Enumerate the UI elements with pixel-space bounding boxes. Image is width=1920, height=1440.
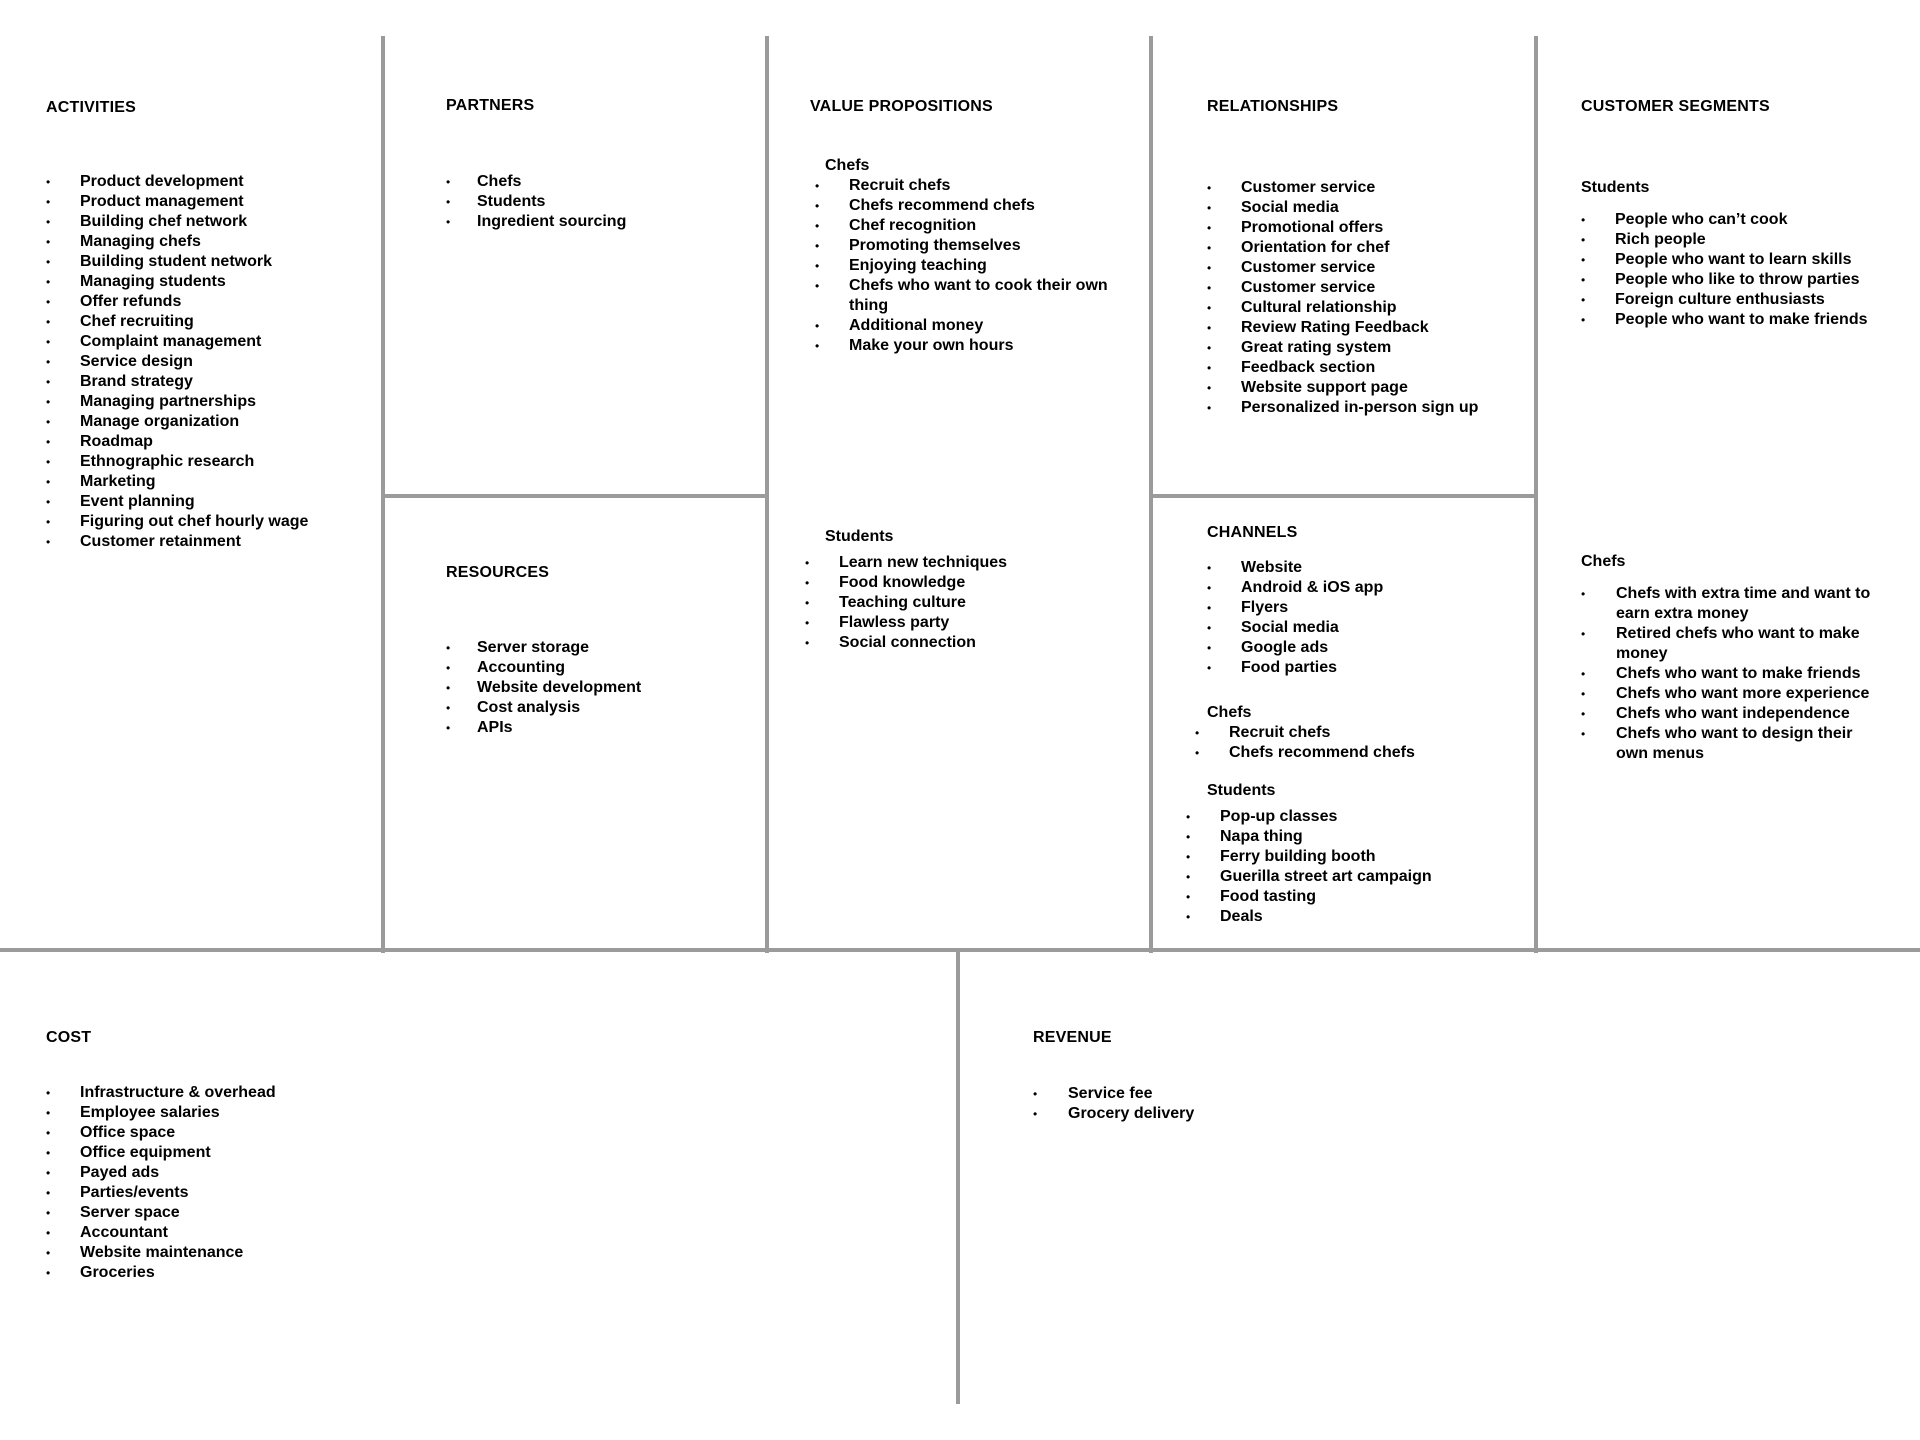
list-item: • Chefs recommend chefs (815, 196, 1131, 216)
value-students-list (805, 553, 1135, 653)
list-item: • Chefs who want more experience (1581, 684, 1886, 704)
list-item: • Chefs (446, 172, 756, 192)
list-item: • Accounting (446, 658, 756, 678)
list-item: • Food knowledge (805, 573, 1135, 593)
list-item: • Customer service (1207, 278, 1527, 298)
list-item: • Service fee (1033, 1084, 1338, 1104)
list-item: • Rich people (1581, 230, 1911, 250)
list-item: • Figuring out chef hourly wage (46, 512, 376, 532)
list-item: • Chefs who want to make friends (1581, 664, 1886, 684)
list-item: • Food parties (1207, 658, 1527, 678)
segments-students-list (1581, 210, 1911, 330)
list-item: • Ferry building booth (1186, 847, 1526, 867)
list-item: • APIs (446, 718, 756, 738)
list-item: • Roadmap (46, 432, 376, 452)
value-propositions-title: VALUE PROPOSITIONS (810, 98, 993, 115)
list-item: • Chefs who want to design their own menus (1581, 724, 1886, 764)
list-item: • Website support page (1207, 378, 1527, 398)
customer-segments-title: CUSTOMER SEGMENTS (1581, 98, 1770, 115)
partners-title: PARTNERS (446, 97, 535, 114)
list-item: • Promoting themselves (815, 236, 1131, 256)
list-item: • Enjoying teaching (815, 256, 1131, 276)
cost-title: COST (46, 1029, 92, 1046)
list-item: • Feedback section (1207, 358, 1527, 378)
list-item: • Managing students (46, 272, 376, 292)
list-item: • Flawless party (805, 613, 1135, 633)
cost-section (46, 1028, 546, 1283)
customer-segments-section (1581, 97, 1911, 117)
list-item: • People who like to throw parties (1581, 270, 1911, 290)
list-item: • Office equipment (46, 1143, 546, 1163)
list-item: • Server space (46, 1203, 546, 1223)
value-students-label: Students (825, 528, 894, 545)
list-item: • Chef recognition (815, 216, 1131, 236)
activities-title: ACTIVITIES (46, 99, 137, 116)
list-item: • Product management (46, 192, 376, 212)
list-item: • Android & iOS app (1207, 578, 1527, 598)
resources-title: RESOURCES (446, 564, 550, 581)
segments-students-group (1581, 178, 1911, 330)
list-item: • People who want to learn skills (1581, 250, 1911, 270)
channels-chefs-list (1195, 723, 1525, 763)
value-chefs-group (815, 156, 1145, 356)
segments-chefs-label: Chefs (1581, 553, 1626, 570)
list-item: • Event planning (46, 492, 376, 512)
list-item: • Napa thing (1186, 827, 1526, 847)
list-item: • Teaching culture (805, 593, 1135, 613)
list-item: • Flyers (1207, 598, 1527, 618)
list-item: • Employee salaries (46, 1103, 546, 1123)
list-item: • Pop-up classes (1186, 807, 1526, 827)
list-item: • Office space (46, 1123, 546, 1143)
list-item: • Building student network (46, 252, 376, 272)
value-chefs-label: Chefs (825, 157, 870, 174)
revenue-list (1033, 1084, 1533, 1124)
relationships-title: RELATIONSHIPS (1207, 98, 1339, 115)
list-item: • Guerilla street art campaign (1186, 867, 1526, 887)
channels-list (1207, 558, 1527, 678)
list-item: • Google ads (1207, 638, 1527, 658)
list-item: • Cost analysis (446, 698, 756, 718)
revenue-section (1033, 1028, 1533, 1124)
list-item: • Chefs recommend chefs (1195, 743, 1525, 763)
list-item: • Website development (446, 678, 756, 698)
channels-section (1207, 523, 1527, 678)
revenue-title: REVENUE (1033, 1029, 1112, 1046)
list-item: • Customer retainment (46, 532, 376, 552)
list-item: • Server storage (446, 638, 756, 658)
list-item: • Product development (46, 172, 376, 192)
channels-students-group (1186, 781, 1526, 927)
list-item: • Recruit chefs (815, 176, 1131, 196)
channels-students-label: Students (1207, 782, 1276, 799)
channels-chefs-group (1195, 703, 1525, 763)
segments-chefs-group (1581, 552, 1911, 764)
divider-cost-revenue (956, 950, 960, 1404)
list-item: • Orientation for chef (1207, 238, 1527, 258)
value-chefs-list (815, 176, 1145, 356)
divider-relationships-channels (1151, 494, 1534, 498)
list-item: • Grocery delivery (1033, 1104, 1338, 1124)
channels-title: CHANNELS (1207, 524, 1298, 541)
list-item: • Chefs with extra time and want to earn extra money (1581, 584, 1886, 624)
list-item: • People who can’t cook (1581, 210, 1911, 230)
list-item: • Retired chefs who want to make money (1581, 624, 1886, 664)
channels-students-list (1186, 807, 1526, 927)
divider-relationships-segments (1534, 36, 1538, 953)
list-item: • Website (1207, 558, 1527, 578)
list-item: • Manage organization (46, 412, 376, 432)
list-item: • Customer service (1207, 258, 1527, 278)
resources-section (446, 563, 756, 738)
partners-list (446, 172, 756, 232)
divider-partners-resources (383, 494, 765, 498)
list-item: • Learn new techniques (805, 553, 1135, 573)
partners-section (446, 96, 756, 232)
list-item: • Recruit chefs (1195, 723, 1525, 743)
segments-chefs-list (1581, 584, 1911, 764)
list-item: • Payed ads (46, 1163, 546, 1183)
list-item: • Chefs who want independence (1581, 704, 1886, 724)
list-item: • Promotional offers (1207, 218, 1527, 238)
channels-chefs-label: Chefs (1207, 704, 1252, 721)
list-item: • Managing chefs (46, 232, 376, 252)
list-item: • Complaint management (46, 332, 376, 352)
list-item: • Social media (1207, 618, 1527, 638)
list-item: • Great rating system (1207, 338, 1527, 358)
relationships-list (1207, 178, 1527, 418)
list-item: • Groceries (46, 1263, 546, 1283)
list-item: • People who want to make friends (1581, 310, 1911, 330)
list-item: • Infrastructure & overhead (46, 1083, 546, 1103)
relationships-section (1207, 97, 1527, 418)
segments-students-label: Students (1581, 179, 1650, 196)
list-item: • Website maintenance (46, 1243, 546, 1263)
divider-partners-value (765, 36, 769, 953)
activities-list (46, 172, 376, 552)
list-item: • Offer refunds (46, 292, 376, 312)
list-item: • Parties/events (46, 1183, 546, 1203)
activities-section (46, 98, 376, 552)
list-item: • Service design (46, 352, 376, 372)
list-item: • Students (446, 192, 756, 212)
list-item: • Social connection (805, 633, 1135, 653)
list-item: • Customer service (1207, 178, 1527, 198)
value-propositions-section (810, 97, 1140, 117)
list-item: • Additional money (815, 316, 1131, 336)
list-item: • Managing partnerships (46, 392, 376, 412)
list-item: • Chef recruiting (46, 312, 376, 332)
list-item: • Ingredient sourcing (446, 212, 756, 232)
list-item: • Marketing (46, 472, 376, 492)
list-item: • Brand strategy (46, 372, 376, 392)
list-item: • Chefs who want to cook their own thing (815, 276, 1131, 316)
list-item: • Accountant (46, 1223, 546, 1243)
list-item: • Social media (1207, 198, 1527, 218)
resources-list (446, 638, 756, 738)
list-item: • Review Rating Feedback (1207, 318, 1527, 338)
list-item: • Make your own hours (815, 336, 1131, 356)
divider-top-bottom (0, 948, 1920, 952)
value-students-group (805, 527, 1135, 653)
list-item: • Building chef network (46, 212, 376, 232)
list-item: • Foreign culture enthusiasts (1581, 290, 1911, 310)
cost-list (46, 1083, 546, 1283)
list-item: • Deals (1186, 907, 1526, 927)
list-item: • Cultural relationship (1207, 298, 1527, 318)
list-item: • Ethnographic research (46, 452, 376, 472)
list-item: • Personalized in-person sign up (1207, 398, 1527, 418)
list-item: • Food tasting (1186, 887, 1526, 907)
